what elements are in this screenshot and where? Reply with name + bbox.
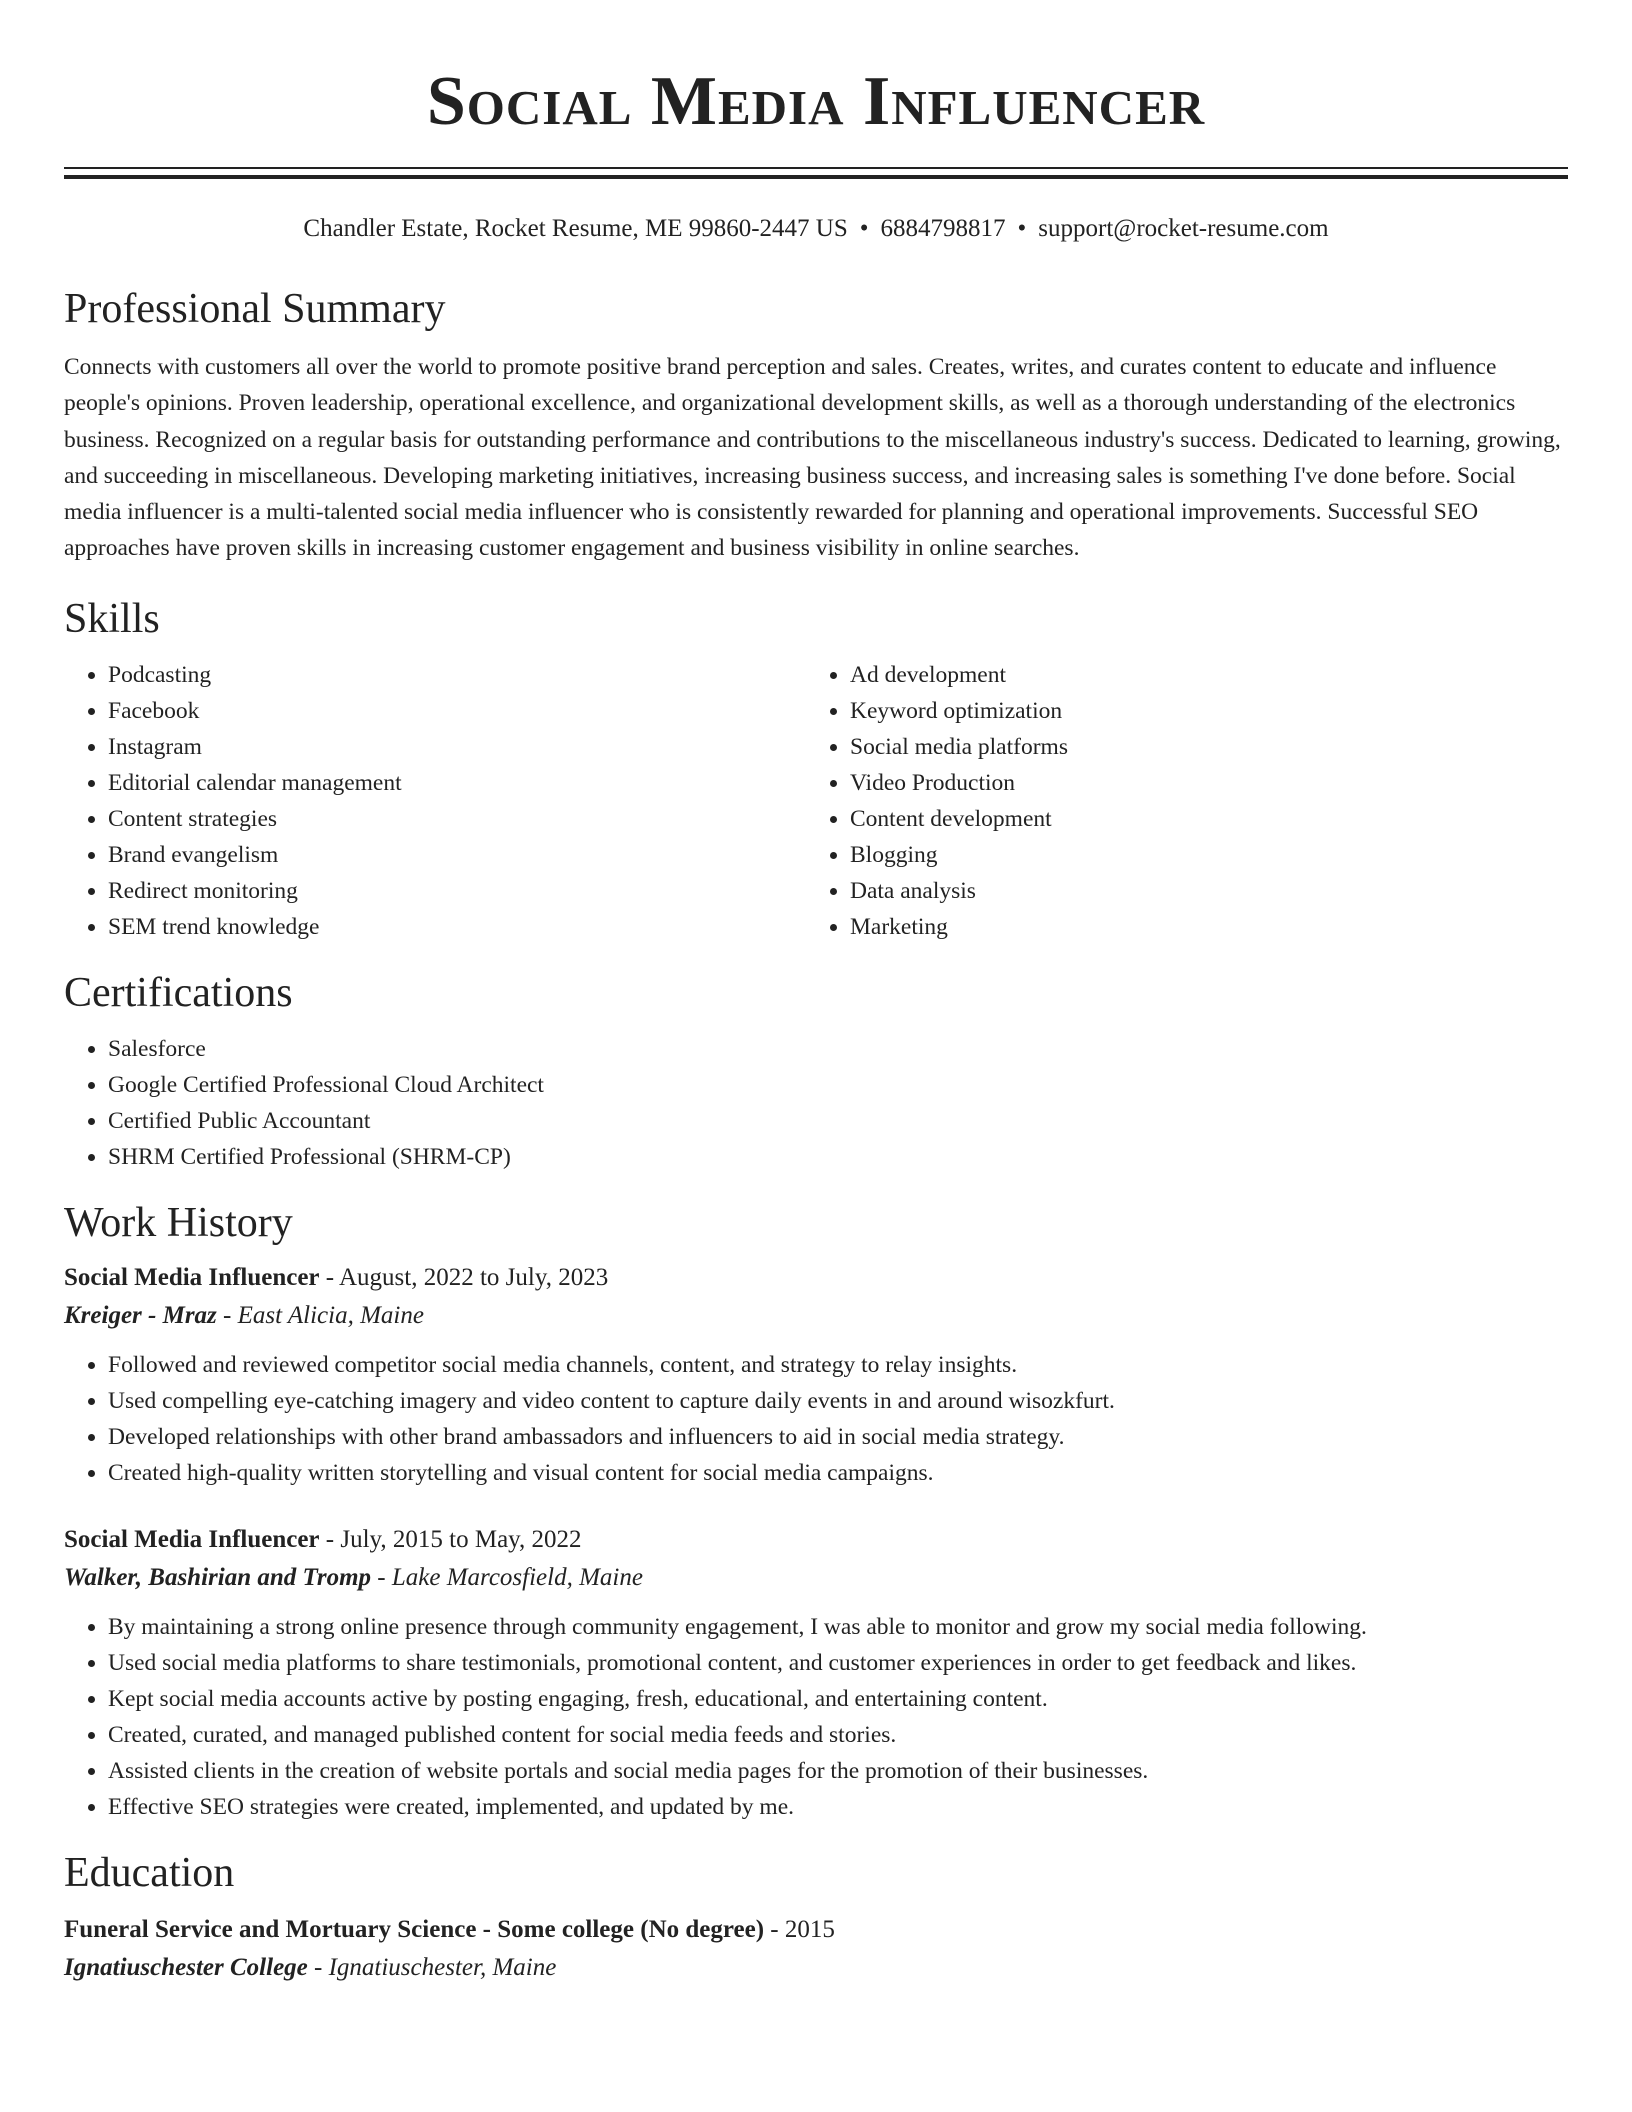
job-location: Lake Marcosfield, Maine <box>391 1563 643 1591</box>
list-item: • Created high-quality written storytelling and visual content for social media campaigns. <box>108 1455 1568 1491</box>
list-item: • Google Certified Professional Cloud Architect <box>108 1067 1568 1103</box>
list-item: • Social media platforms <box>850 729 1548 765</box>
education-school: Ignatiuschester College <box>64 1953 308 1981</box>
skills-list-left <box>64 657 806 945</box>
list-item: • Ad development <box>850 657 1548 693</box>
list-item: • Kept social media accounts active by posting engaging, fresh, educational, and entertaining content. <box>108 1681 1568 1717</box>
section-heading: Education <box>64 1849 235 1896</box>
contact-separator: • <box>1017 215 1027 242</box>
list-item: • Created, curated, and managed published content for social media feeds and stories. <box>108 1717 1568 1753</box>
section-heading: Certifications <box>64 969 293 1016</box>
list-item: • Certified Public Accountant <box>108 1103 1568 1139</box>
list-item: • Marketing <box>850 909 1548 945</box>
list-item: • Used social media platforms to share testimonials, promotional content, and customer experiences in order to get feedback and likes. <box>108 1645 1568 1681</box>
list-item: • SHRM Certified Professional (SHRM-CP) <box>108 1139 1568 1175</box>
contact-address: Chandler Estate, Rocket Resume, ME 99860-2447 US <box>303 215 848 242</box>
job-dates: August, 2022 to July, 2023 <box>338 1263 609 1291</box>
list-item: • Podcasting <box>108 657 806 693</box>
education-year: 2015 <box>784 1915 835 1943</box>
education-degree: Funeral Service and Mortuary Science - Some college (No degree) <box>64 1915 765 1943</box>
job-dates: July, 2015 to May, 2022 <box>340 1525 582 1553</box>
list-item: • Content development <box>850 801 1548 837</box>
job-bullets <box>64 1609 1568 1825</box>
skills-column-left <box>64 657 806 945</box>
certifications-list <box>64 1031 1568 1175</box>
section-heading: Professional Summary <box>64 286 446 332</box>
job-title-line: Social Media Influencer - July, 2015 to May, 2022 <box>64 1525 582 1553</box>
list-item: • Effective SEO strategies were created, implemented, and updated by me. <box>108 1789 1568 1825</box>
list-item: • Video Production <box>850 765 1548 801</box>
education-degree-line: Funeral Service and Mortuary Science - Some college (No degree) - 2015 <box>64 1915 835 1943</box>
list-item: • Salesforce <box>108 1031 1568 1067</box>
skills-grid <box>64 657 1568 945</box>
list-item: • Keyword optimization <box>850 693 1548 729</box>
job-entry <box>64 1259 1568 1491</box>
title-divider <box>64 167 1568 179</box>
list-item: • Blogging <box>850 837 1548 873</box>
resume-title: Social Media Influencer <box>426 63 1206 140</box>
summary-section <box>64 283 1568 567</box>
job-company-line: Kreiger - Mraz - East Alicia, Maine <box>64 1301 424 1329</box>
job-title: Social Media Influencer <box>64 1263 320 1291</box>
contact-phone: 6884798817 <box>880 215 1006 242</box>
job-location: East Alicia, Maine <box>237 1301 424 1329</box>
education-school-line: Ignatiuschester College - Ignatiuschester, Maine <box>64 1953 557 1981</box>
list-item: • Editorial calendar management <box>108 765 806 801</box>
skills-column-right <box>806 657 1548 945</box>
contact-email: support@rocket-resume.com <box>1038 215 1329 242</box>
list-item: • SEM trend knowledge <box>108 909 806 945</box>
education-entry <box>64 1911 1568 1987</box>
job-company: Kreiger - Mraz <box>64 1301 217 1329</box>
job-company-line: Walker, Bashirian and Tromp - Lake Marcosfield, Maine <box>64 1563 643 1591</box>
job-title: Social Media Influencer <box>64 1525 320 1553</box>
list-item: • Content strategies <box>108 801 806 837</box>
section-heading: Work History <box>64 1199 293 1246</box>
job-company: Walker, Bashirian and Tromp <box>64 1563 372 1591</box>
section-heading: Skills <box>64 595 160 642</box>
list-item: • Developed relationships with other brand ambassadors and influencers to aid in social media strategy. <box>108 1419 1568 1455</box>
list-item: • Used compelling eye-catching imagery and video content to capture daily events in and around wisozkfurt. <box>108 1383 1568 1419</box>
list-item: • Brand evangelism <box>108 837 806 873</box>
list-item: • Data analysis <box>850 873 1548 909</box>
skills-list-right <box>806 657 1548 945</box>
list-item: • By maintaining a strong online presence through community engagement, I was able to monitor and grow my social media following. <box>108 1609 1568 1645</box>
skills-section <box>64 593 1568 945</box>
list-item: • Redirect monitoring <box>108 873 806 909</box>
list-item: • Facebook <box>108 693 806 729</box>
job-title-line: Social Media Influencer - August, 2022 to July, 2023 <box>64 1263 609 1291</box>
education-section <box>64 1847 1568 1987</box>
job-entry <box>64 1521 1568 1825</box>
job-bullets <box>64 1347 1568 1491</box>
summary-text: Connects with customers all over the world to promote positive brand perception and sales. Creates, writes, and curates content to educate and influence people's opinions. Proven leadership, operational excellence, and organizational development skills, as well as a thorough understanding of the electronics business. Recognized on a regular basis for outstanding performance and contributions to the miscellaneous industry's success. Dedicated to learning, growing, and succeeding in miscellaneous. Developing marketing initiatives, increasing business success, and increasing sales is something I've done before. Social media influencer is a multi-talented social media influencer who is consistently rewarded for planning and operational improvements. Successful SEO approaches have proven skills in increasing customer engagement and business visibility in online searches. <box>64 354 1561 562</box>
certifications-section <box>64 967 1568 1175</box>
contact-line <box>64 213 1568 245</box>
contact-separator: • <box>859 215 869 242</box>
education-location: Ignatiuschester, Maine <box>328 1953 557 1981</box>
list-item: • Followed and reviewed competitor social media channels, content, and strategy to relay insights. <box>108 1347 1568 1383</box>
work-history-section <box>64 1197 1568 1825</box>
list-item: • Assisted clients in the creation of website portals and social media pages for the promotion of their businesses. <box>108 1753 1568 1789</box>
list-item: • Instagram <box>108 729 806 765</box>
